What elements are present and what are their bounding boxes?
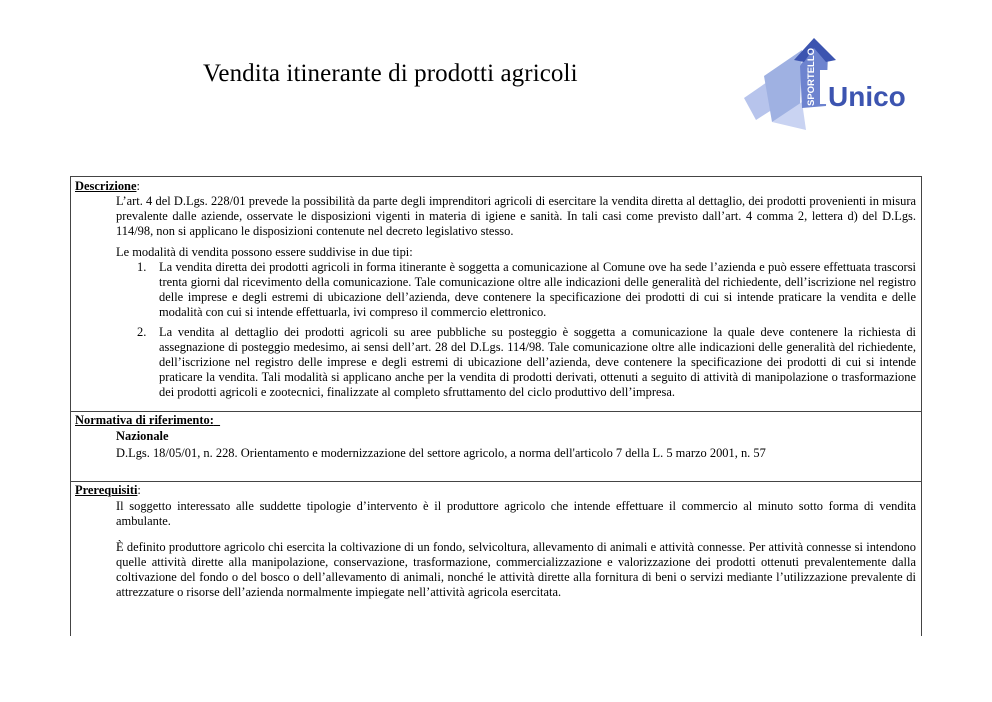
logo-small-text: SPORTELLO	[806, 47, 817, 106]
logo-big-text: Unico	[828, 81, 906, 112]
section-divider	[71, 411, 921, 412]
descrizione-heading: Descrizione:	[75, 179, 140, 193]
section-divider	[71, 481, 921, 482]
prerequisiti-paragraph-1: Il soggetto interessato alle suddette tipologie d’intervento è il produttore agricolo che intende effettuare il commercio al minuto sotto forma di vendita ambulante.	[116, 499, 916, 528]
logo-u-gap	[820, 70, 828, 104]
prerequisiti-paragraph-2: È definito produttore agricolo chi esercita la coltivazione di un fondo, selvicoltura, allevamento di animali e attività connesse. Per attività connesse si intendono quelle attività dirette alla manipolazione, conservazione, trasformazione, commercializzazione e valorizzazione dei prodotti ottenuti prevalentemente dalla coltivazione del fondo o del bosco o dell’allevamento di animali, nonché le attività dirette alla fornitura di beni o servizi mediante l’utilizzazione prevalente di attrezzature o risorse dell’azienda normalmente impiegate nell’attività agricola esercitata.	[116, 540, 916, 599]
list-item: 2. La vendita al dettaglio dei prodotti agricoli su aree pubbliche su posteggio è soggetta a comunicazione la quale deve contenere la richiesta di assegnazione di posteggio medesimo, ai sensi dell’art. 28 del D.Lgs. 114/98. Tale comunicazione oltre alle indicazioni delle generalità del richiedente, dell’iscrizione nel registro delle imprese e degli estremi di ubicazione dell’azienda, deve contenere la specificazione dei prodotti di cui si intende praticare la vendita. Tali modalità si applicano anche per la vendita di prodotti derivati, ottenuti a seguito di attività di manipolazione o trasformazione dei prodotti agricoli e zootecnici, finalizzate al completo sfruttamento del ciclo produttivo dell’impresa.	[137, 325, 916, 399]
page-title: Vendita itinerante di prodotti agricoli	[203, 60, 578, 87]
descrizione-paragraph-1: L’art. 4 del D.Lgs. 228/01 prevede la possibilità da parte degli imprenditori agricoli di esercitare la vendita diretta al dettaglio, dei prodotti provenienti in misura prevalente dalle aziende, osservate le disposizioni vigenti in materia di igiene e sanità. In tali casi come previsto dall’art. 4 comma 2, lettera d) del D.Lgs. 114/98, non si applicano le disposizioni contenute nel decreto legislativo stesso.	[116, 194, 916, 238]
descrizione-paragraph-2: Le modalità di vendita possono essere suddivise in due tipi:	[116, 245, 413, 259]
content-frame	[70, 176, 922, 636]
normativa-text: D.Lgs. 18/05/01, n. 228. Orientamento e modernizzazione del settore agricolo, a norma dell'articolo 7 della L. 5 marzo 2001, n. 57	[116, 446, 766, 460]
sportello-unico-logo	[742, 36, 917, 132]
list-item: 1. La vendita diretta dei prodotti agricoli in forma itinerante è soggetta a comunicazione al Comune ove ha sede l’azienda e può essere effettuata trascorsi trenta giorni dal ricevimento della comunicazione. Tale comunicazione oltre alle indicazioni delle generalità del richiedente, dell’iscrizione nel registro delle imprese e degli estremi di ubicazione dell’azienda, deve contenere la specificazione dei prodotti di cui si intende praticare la vendita e delle modalità con cui si intende effettuarla, ivi compreso il commercio elettronico.	[137, 260, 916, 319]
normativa-subheading: Nazionale	[116, 429, 169, 443]
prerequisiti-heading: Prerequisiti:	[75, 483, 141, 497]
normativa-heading: Normativa di riferimento:	[75, 413, 214, 427]
